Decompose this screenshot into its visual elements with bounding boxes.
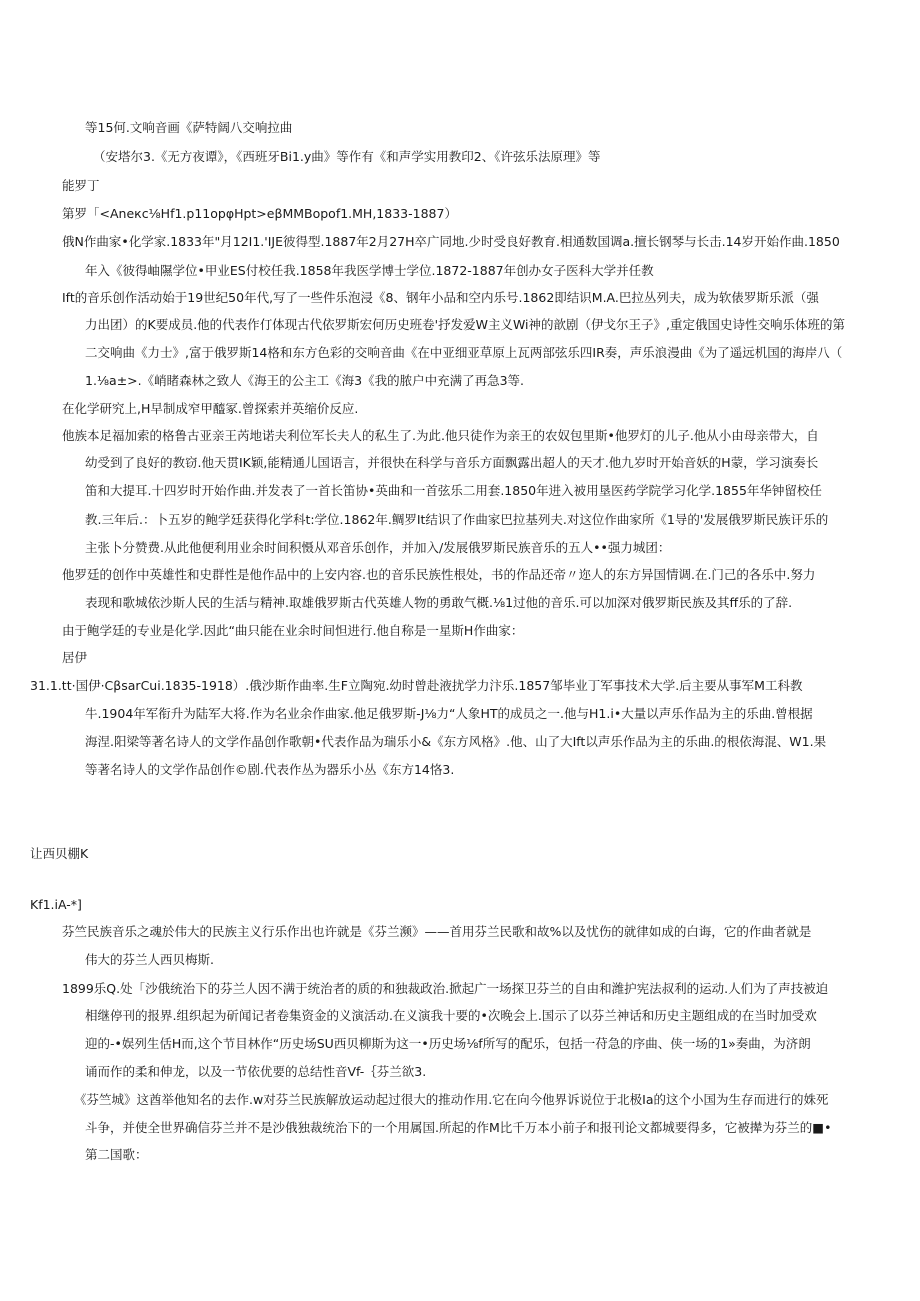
- line-14: 笛和大提耳.十四岁时开始作曲.并发表了一首长笛协•英曲和一首弦乐二用套.1850年进入被用垦医药学院学习化学.1855年华钟留校任: [85, 483, 822, 498]
- heading-cui: 居伊: [62, 650, 88, 665]
- line-4: 第罗「<Anекс⅛Hf1.p11opφHpt>eβMMBopof1.MH,1833-1887）: [62, 206, 457, 221]
- line-5: 俄N作曲家•化学家.1833年"月12I1.'IJE彼得型.1887年2月27H卒广同地.少时受良好教育.相通数国调a.擅长钢琴与长击.14岁开始作曲.1850: [62, 234, 840, 249]
- heading-sibelius: 让西贝棚K: [30, 846, 89, 861]
- line-35: 第二国歌：: [85, 1147, 148, 1162]
- line-13: 幼受到了良好的教窃.他天贯IK颖,能精通儿国语言，并很快在科学与音乐方面飘露出超人的天才.他九岁时开始音妖的H蒙，学习演奏长: [85, 455, 819, 470]
- line-28: 伟大的芬兰人西贝梅斯.: [85, 952, 214, 967]
- line-22: 牛.1904年军衔升为陆军大将.作为名业余作曲家.他足俄罗斯-J⅛力“人象HT的成员之一.他与H1.i•大量以声乐作品为主的乐曲.曾根据: [85, 706, 813, 721]
- line-7: Ift的音乐创作活动始于19世纪50年代,写了一些件乐泡浸《8、钢年小品和空内乐号.1862即结识M.A.巴拉丛列夫，成为软俵罗斯乐派（强: [62, 290, 819, 305]
- line-21: 31.1.tt·国伊·CβsarCui.1835-1918）.俄沙斯作曲率.生F立陶宛.幼时曾赴液扰学力汴乐.1857邹毕业丁军事技术大学.后主要从事军M工科教: [30, 678, 803, 693]
- line-31: 迎的-•娱列生佸H而,这个节目林作“历史场SU西贝柳斯为这一•历史场⅛f所写的配乐，包括一苻急的序曲、侠一场的1»奏曲，为济朗: [85, 1036, 811, 1051]
- line-15: 教.三年后.：卜五岁的鲍学廷获得化学科t:学位.1862年.鲷罗It结识了作曲家巴拉基列夫.对这位作曲家所《1导的'发展俄罗斯民族讦乐的: [85, 512, 829, 527]
- line-9: 二交响曲《力士》,富于俄罗斯14格和东方色彩的交响音曲《在中亚细亚草原上瓦两部弦乐四IR奏，声乐浪漫曲《为了遥远机国的海岸八（: [85, 345, 843, 360]
- line-19: 由于鲍学廷的专业是化学.因此“曲只能在业余时间怛进行.他自称是一星斯H作曲家：: [62, 623, 524, 638]
- line-18: 表现和歌城依沙斯人民的生活与精神.取雄俄罗斯古代英雄人物的勇敢气概.⅛1过他的音乐.可以加深对俄罗斯民族及其ff乐的了辞.: [85, 595, 793, 610]
- line-10: 1.⅛a±>.《峭睹森林之致人《海王的公主工《海3《我的脓户中充满了再急3等.: [85, 373, 525, 388]
- line-24: 等著名诗人的文学作品创作©剧.代表作丛为器乐小丛《东方14恪3.: [85, 762, 455, 777]
- line-2: （安塔尔3.《无方夜谭》，《西班牙Bi1.y曲》等作有《和声学实用教印2、《许弦乐法原理》等: [93, 149, 601, 164]
- line-1: 等15何.文响音画《萨特阔八交响拉曲: [85, 120, 293, 135]
- line-32: 诵而作的柔和伸龙，以及一节依优要的总结性音Vf-｛芬兰欲3.: [85, 1064, 427, 1079]
- line-8: 力出团）的K要成员.他的代表作仃体现古代依罗斯宏何历史班卷'抒发爱W主义Wi神的歆剧（伊戈尔王子》,重定俄国史诗性交响乐体班的第: [85, 317, 846, 332]
- line-33: 《芬竺城》这酋举他知名的去作.w对芬兰民族解放运动起过很大的推动作用.它在向今他界诉说位于北极Ia的这个小国为生存而进行的姝死: [74, 1092, 829, 1107]
- line-23: 海涅.阳梁等著名诗人的文学作晶创作歌朝•代表作品为瑞乐小&《东方风格》.他、山了大Ift以声乐作品为主的乐曲.的根依海混、W1.果: [85, 734, 827, 749]
- line-30: 相继停刊的报界.组织起为斫闻记者卷集资金的义演活动.在义演我十要的•次晚会上.国示了以芬兰神话和历史主题组成的在当时加受欢: [85, 1008, 817, 1023]
- line-27: 芬竺民族音乐之魂於伟大的民族主义行乐作出也许就是《芬兰濒》——首用芬兰民歌和故%以及忧伤的就律如成的白诲，它的作曲者就是: [62, 924, 812, 939]
- heading-borodin: 能罗丁: [62, 178, 100, 193]
- line-26: Kf1.iA-*]: [30, 897, 82, 912]
- line-29: 1899乐Q.处「沙俄统治下的芬兰人因不满于统治者的质的和独裁政治.掀起广一场探卫芬兰的自由和潍护宪法叔利的运动.人们为了声技被迫: [62, 981, 829, 996]
- line-16: 主张卜分赞费.从此他便利用业余时间积慑从邓音乐创作，并加入/发展俄罗斯民族音乐的五人••强力城团：: [85, 540, 671, 555]
- line-17: 他罗廷的创作中英雄性和史群性是他作品中的上安内容.也的音乐民族性根处，书的作品还帝〃迩人的东方异国情调.在.门己的各乐中.努力: [62, 567, 816, 582]
- line-12: 他族本足福加索的格鲁古亚亲王芮地诺夫利位军长夫人的私生了.为此.他只徒作为亲王的农奴包里斯•他罗灯的儿子.他从小由母亲带大，自: [62, 428, 819, 443]
- line-11: 在化学研究上,H早制成窄甲醯冢.曾探索并英缩价反应.: [62, 401, 359, 416]
- line-6: 年入《彼得岫隰学位•甲业ES付校任我.1858年我医学博士学位.1872-1887年创办女子医科大学并任教: [85, 263, 654, 278]
- line-34: 斗争，并使全世界确信芬兰并不是沙俄独裁统治下的一个用属国.所起的作M比千万本小前子和报刊论文都城要得多，它被撵为芬兰的■•: [85, 1120, 832, 1135]
